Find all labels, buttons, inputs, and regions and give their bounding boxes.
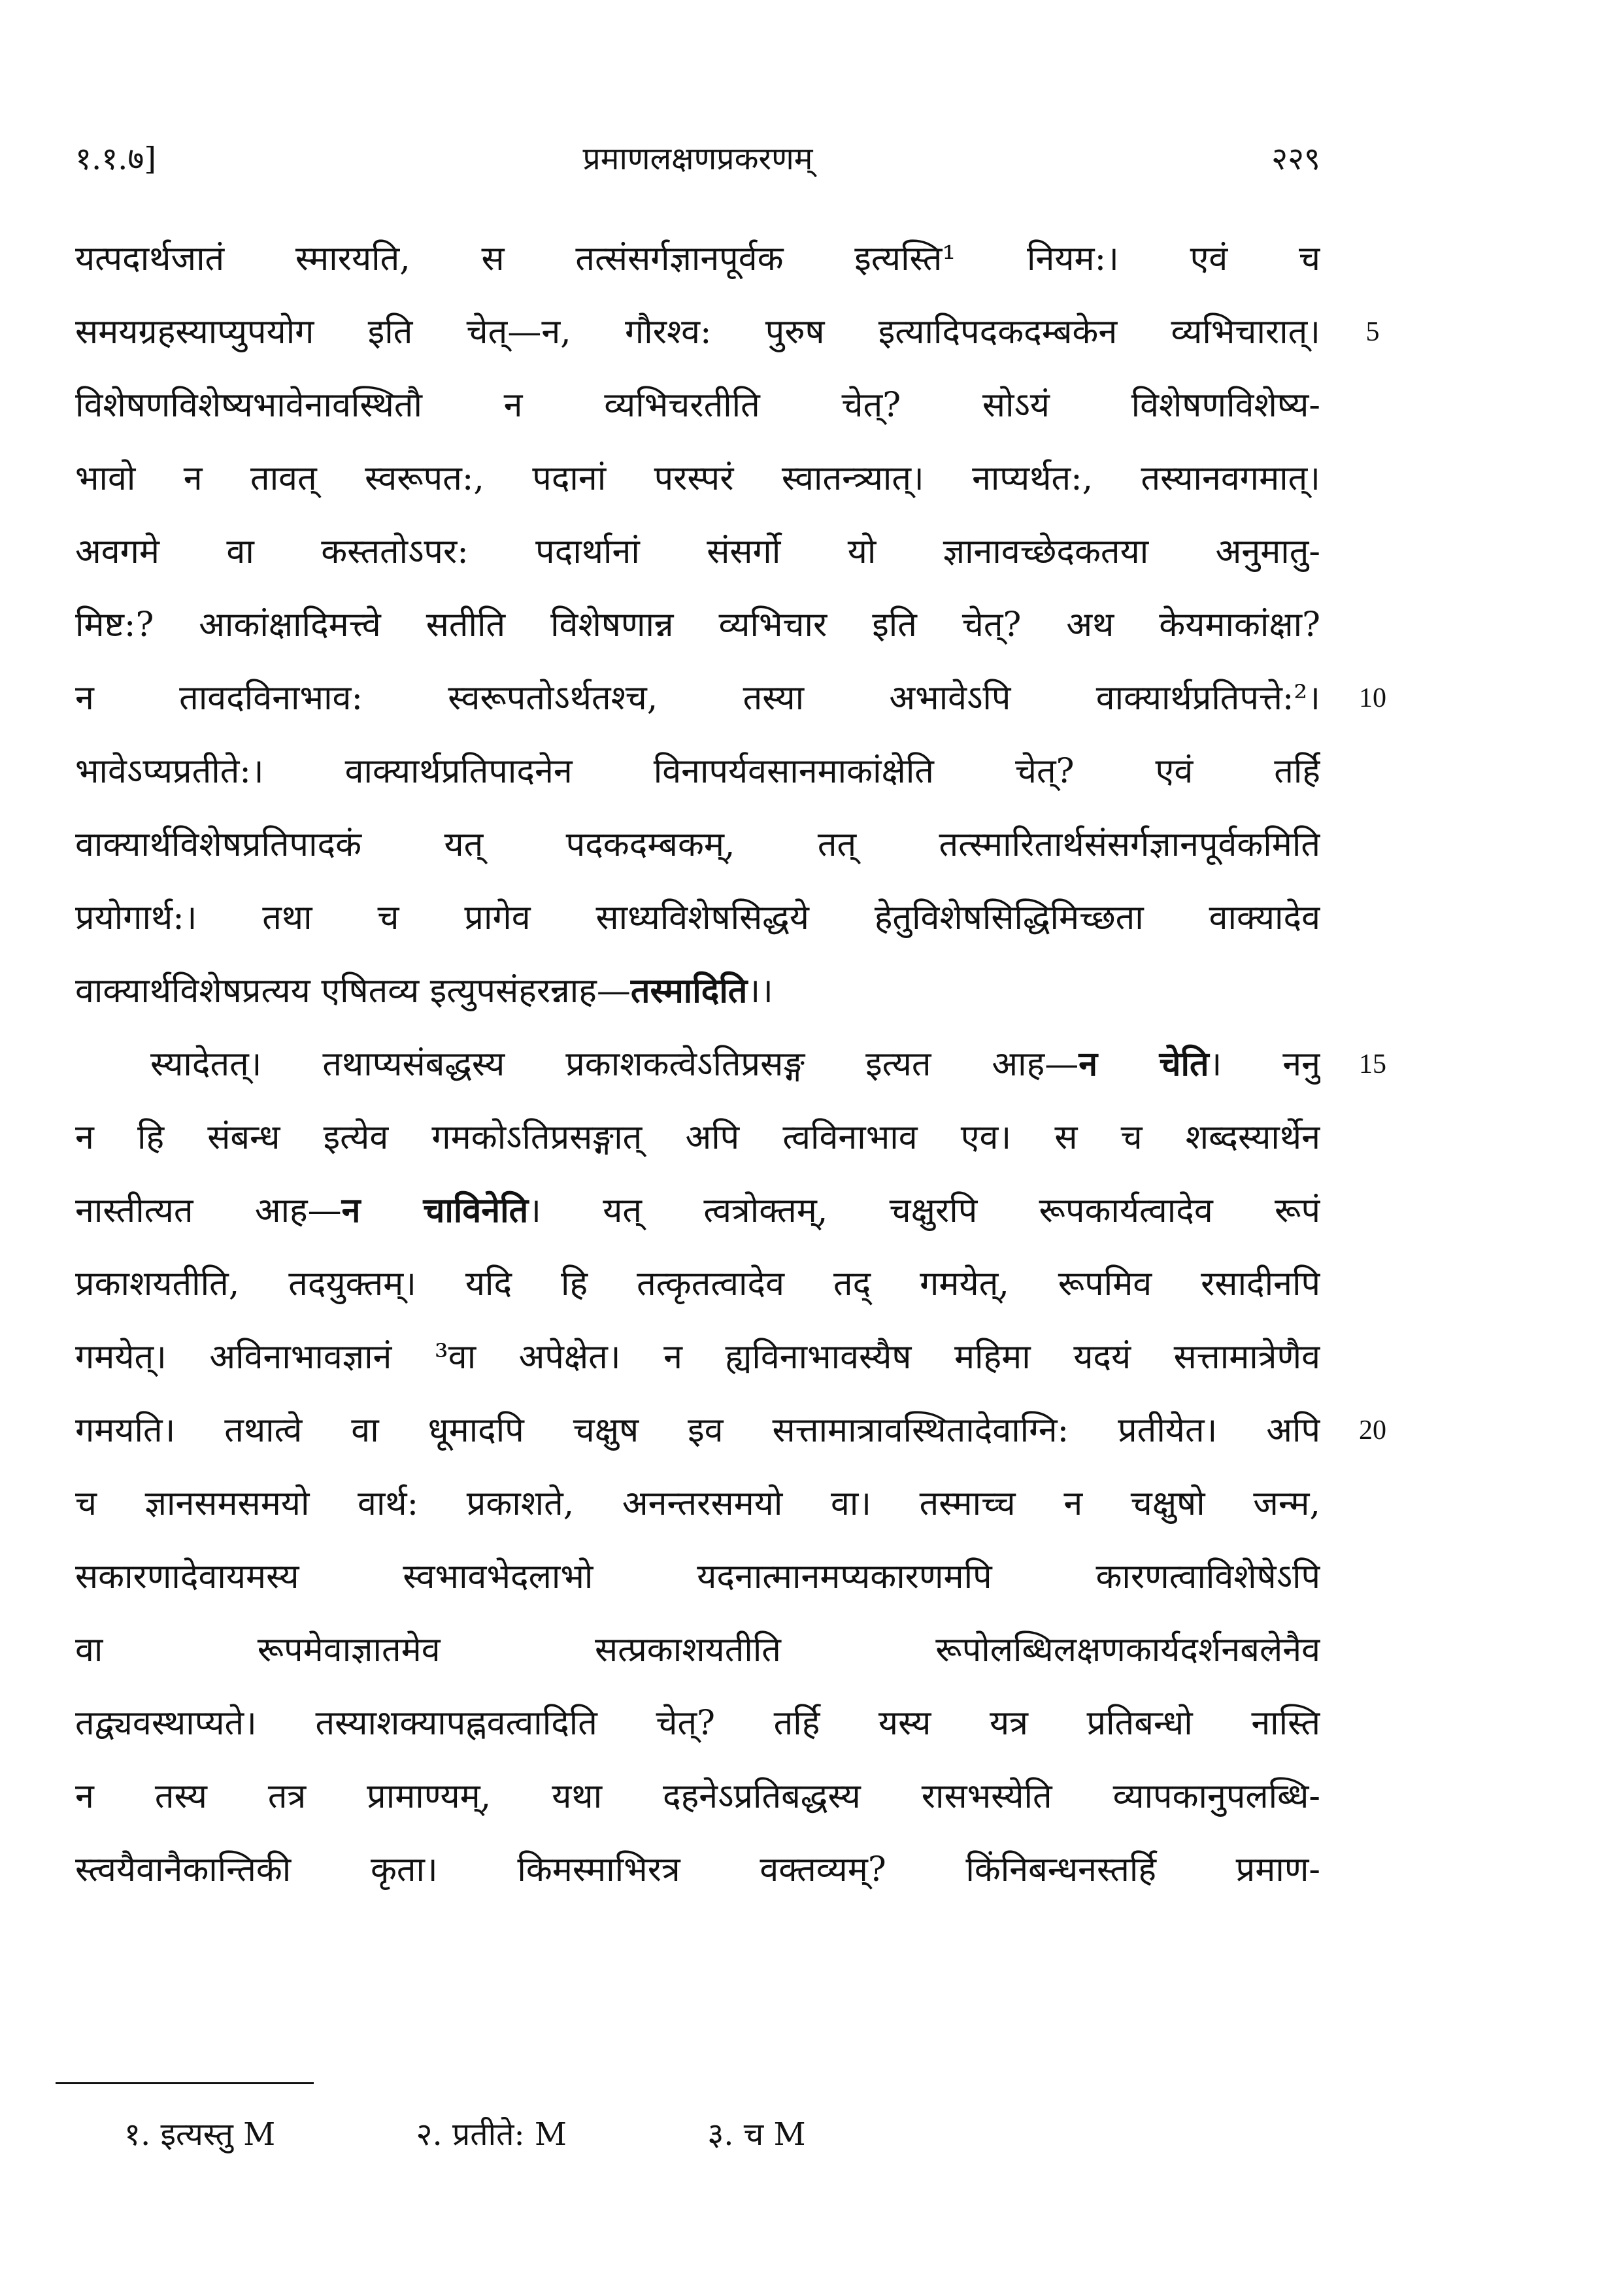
text-line: वा रूपमेवाज्ञातमेव सत्प्रकाशयतीति रूपोलब्धिलक्षणकार्यदर्शनबलेनैव xyxy=(75,1630,1320,1670)
text-segment: । ननु xyxy=(1209,1045,1320,1084)
text-segment: स्यादेतत्। तथाप्यसंबद्धस्य प्रकाशकत्वेऽतिप्रसङ्ग इत्यत आह— xyxy=(150,1045,1079,1084)
text-line: न तावदविनाभाव: स्वरूपतोऽर्थतश्च, तस्या अभावेऽपि वाक्यार्थप्रतिपत्ते:²। xyxy=(75,679,1320,718)
text-line: तद्व्यवस्थाप्यते। तस्याशक्यापह्नवत्वादिति चेत्? तर्हि यस्य यत्र प्रतिबन्धो नास्ति xyxy=(75,1704,1320,1743)
quoted-term: न चाविनेति xyxy=(341,1190,529,1230)
text-line: भावो न तावत् स्वरूपत:, पदानां परस्परं स्वातन्त्र्यात्। नाप्यर्थत:, तस्यानवगमात्। xyxy=(75,459,1320,498)
footnotes xyxy=(75,2108,806,2161)
line-number: 5 xyxy=(1365,317,1380,347)
text-line: सकारणादेवायमस्य स्वभावभेदलाभो यदनात्मानमप्यकारणमपि कारणत्वाविशेषेऽपि xyxy=(75,1557,1320,1596)
text-line: भावेऽप्यप्रतीते:। वाक्यार्थप्रतिपादनेन विनापर्यवसानमाकांक्षेति चेत्? एवं तर्हि xyxy=(75,752,1320,791)
main-text xyxy=(75,222,1320,1906)
text-line xyxy=(75,1174,1320,1247)
text-line: समयग्रहस्याप्युपयोग इति चेत्—न, गौरश्व: पुरुष इत्यादिपदकदम्बकेन व्यभिचारात्। xyxy=(75,312,1320,352)
footnote: ३. च M xyxy=(707,2116,806,2153)
text-line: यत्पदार्थजातं स्मारयति, स तत्संसर्गज्ञानपूर्वक इत्यस्ति¹ नियम:। एवं च xyxy=(75,239,1320,279)
line-number: 20 xyxy=(1359,1415,1386,1445)
line-number: 10 xyxy=(1359,683,1386,713)
text-line: प्रयोगार्थ:। तथा च प्रागेव साध्यविशेषसिद्धये हेतुविशेषसिद्धिमिच्छता वाक्यादेव xyxy=(75,898,1320,937)
text-line: मिष्ट:? आकांक्षादिमत्त्वे सतीति विशेषणान्न व्यभिचार इति चेत्? अथ केयमाकांक्षा? xyxy=(75,605,1320,645)
text-segment: । यत् त्वत्रोक्तम्, चक्षुरपि रूपकार्यत्वादेव रूपं xyxy=(528,1191,1320,1230)
text-line: वाक्यार्थविशेषप्रतिपादकं यत् पदकदम्बकम्, तत् तत्स्मारितार्थसंसर्गज्ञानपूर्वकमिति xyxy=(75,825,1320,864)
text-line: गमयति। तथात्वे वा धूमादपि चक्षुष इव सत्तामात्रावस्थितादेवाग्नि: प्रतीयेत। अपि xyxy=(75,1411,1320,1450)
footnote: २. प्रतीते: M xyxy=(416,2116,567,2153)
text-line: प्रकाशयतीति, तदयुक्तम्। यदि हि तत्कृतत्वादेव तद् गमयेत्, रूपमिव रसादीनपि xyxy=(75,1264,1320,1304)
page-number: २२९ xyxy=(1271,141,1320,177)
text-line: न हि संबन्ध इत्येव गमकोऽतिप्रसङ्गात् अपि त्वविनाभाव एव। स च शब्दस्यार्थेन xyxy=(75,1118,1320,1157)
text-line: विशेषणविशेष्यभावेनावस्थितौ न व्यभिचरतीति चेत्? सोऽयं विशेषणविशेष्य- xyxy=(75,386,1320,425)
line-number: 15 xyxy=(1359,1049,1386,1079)
text-segment: नास्तीत्यत आह— xyxy=(75,1191,342,1230)
text-line: च ज्ञानसमसमयो वार्थ: प्रकाशते, अनन्तरसमयो वा। तस्माच्च न चक्षुषो जन्म, xyxy=(75,1484,1320,1523)
footnote-divider xyxy=(56,2082,314,2084)
chapter-title: प्रमाणलक्षणप्रकरणम् xyxy=(582,141,813,177)
section-reference: १.१.७] xyxy=(75,141,157,177)
text-line: स्त्वयैवानैकान्तिकी कृता। किमस्माभिरत्र वक्तव्यम्? किंनिबन्धनस्तर्हि प्रमाण- xyxy=(75,1850,1320,1889)
text-segment: ।। xyxy=(747,971,773,1011)
quoted-term: न चेति xyxy=(1078,1044,1209,1084)
running-header xyxy=(75,129,1320,188)
text-line: गमयेत्। अविनाभावज्ञानं ³वा अपेक्षेत। न ह्यविनाभावस्यैष महिमा यदयं सत्तामात्रेणैव xyxy=(75,1338,1320,1377)
text-line: अवगमे वा कस्ततोऽपर: पदार्थानां संसर्गो यो ज्ञानावच्छेदकतया अनुमातु- xyxy=(75,532,1320,571)
text-line xyxy=(75,1028,1320,1101)
text-line xyxy=(75,954,1320,1028)
text-line: न तस्य तत्र प्रामाण्यम्, यथा दहनेऽप्रतिबद्धस्य रासभस्येति व्यापकानुपलब्धि- xyxy=(75,1777,1320,1816)
quoted-term: तस्मादिति xyxy=(630,971,748,1011)
footnote: १. इत्यस्तु M xyxy=(124,2116,276,2153)
text-segment: वाक्यार्थविशेषप्रत्यय एषितव्य इत्युपसंहरन्नाह— xyxy=(75,971,631,1011)
